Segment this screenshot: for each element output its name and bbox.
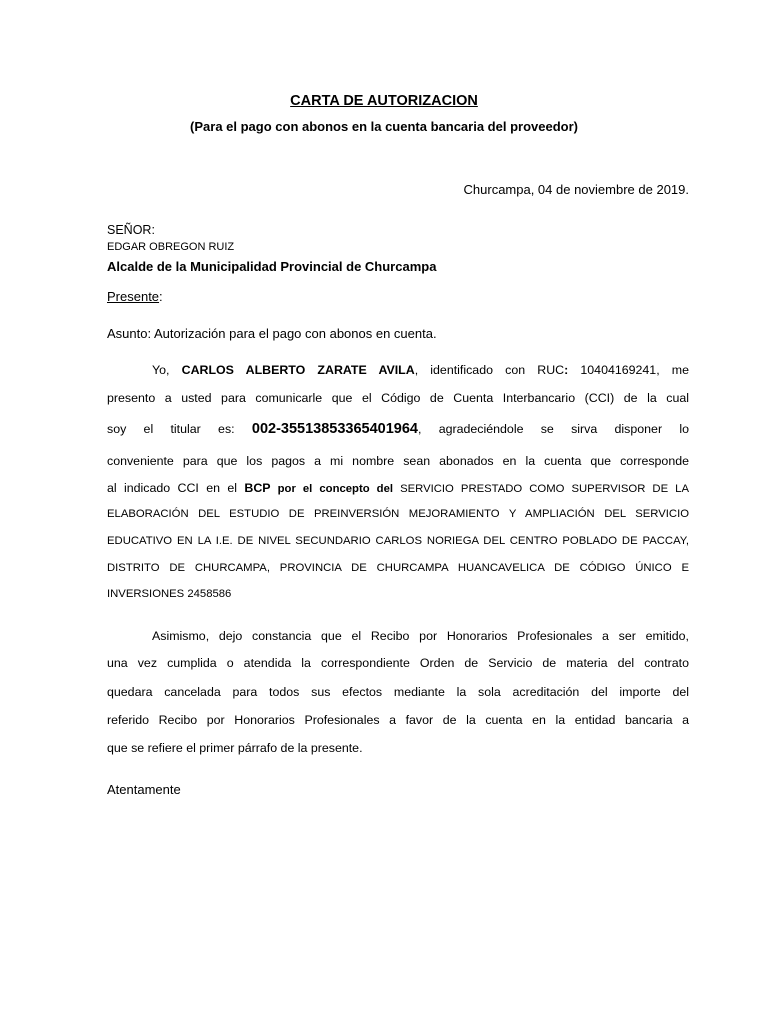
text-segment: Yo,	[152, 363, 170, 377]
cci-number: 002-35513853365401964	[251, 421, 418, 437]
paragraph1-line: INVERSIONES 2458586	[107, 588, 232, 600]
paragraph1-line	[107, 363, 689, 377]
text-segment: SERVICIO PRESTADO COMO SUPERVISOR DE LA	[400, 483, 689, 495]
date-line: Churcampa, 04 de noviembre de 2019.	[463, 182, 689, 197]
text-segment: al indicado CCI en el	[107, 481, 245, 495]
paragraph1-line: presento a usted para comunicarle que el Código de Cuenta Interbancario (CCI) de la cual	[107, 391, 689, 405]
paragraph2-line: referido Recibo por Honorarios Profesionales a favor de la cuenta en la entidad bancaria a	[107, 713, 689, 727]
paragraph1-line	[107, 421, 689, 437]
text-segment: :	[564, 363, 569, 377]
subject-line: Asunto: Autorización para el pago con abonos en cuenta.	[107, 326, 437, 341]
paragraph1-line	[107, 481, 689, 495]
paragraph1-line: EDUCATIVO EN LA I.E. DE NIVEL SECUNDARIO CARLOS NORIEGA DEL CENTRO POBLADO DE PACCAY,	[107, 535, 689, 547]
paragraph2-line: quedara cancelada para todos sus efectos mediante la sola acreditación del importe del	[107, 685, 689, 699]
presente-line	[107, 289, 163, 304]
paragraph1-line: ELABORACIÓN DEL ESTUDIO DE PREINVERSIÓN MEJORAMIENTO Y AMPLIACIÓN DEL SERVICIO	[107, 508, 689, 520]
presente-colon: :	[159, 289, 163, 304]
text-segment: , identificado con RUC	[414, 363, 565, 377]
paragraph2-line	[107, 629, 689, 643]
text-segment: Asimismo, dejo constancia que el Recibo por Honorarios Profesionales a ser emitido,	[152, 629, 689, 643]
declarant-name: CARLOS ALBERTO ZARATE AVILA	[181, 363, 415, 377]
paragraph1-line: DISTRITO DE CHURCAMPA, PROVINCIA DE CHURCAMPA HUANCAVELICA DE CÓDIGO ÚNICO E	[107, 562, 689, 574]
text-segment: por el concepto del	[270, 483, 401, 495]
presente-word: Presente	[107, 289, 160, 304]
letter-subtitle: (Para el pago con abonos en la cuenta bancaria del proveedor)	[190, 119, 578, 134]
bank-name: BCP	[244, 481, 271, 495]
closing: Atentamente	[107, 782, 181, 797]
text-segment: soy el titular es:	[107, 422, 252, 436]
recipient-position: Alcalde de la Municipalidad Provincial de Churcampa	[107, 259, 437, 274]
letter-title: CARTA DE AUTORIZACION	[290, 93, 478, 109]
text-segment: , agradeciéndole se sirva disponer lo	[418, 422, 689, 436]
paragraph2-line: una vez cumplida o atendida la correspondiente Orden de Servicio de materia del contrato	[107, 656, 689, 670]
ruc-number: 10404169241, me	[568, 363, 690, 377]
paragraph2-line: que se refiere el primer párrafo de la presente.	[107, 741, 363, 755]
paragraph1-line: conveniente para que los pagos a mi nombre sean abonados en la cuenta que corresponde	[107, 454, 689, 468]
recipient-name: EDGAR OBREGON RUIZ	[107, 241, 235, 253]
salutation: SEÑOR:	[107, 223, 155, 237]
